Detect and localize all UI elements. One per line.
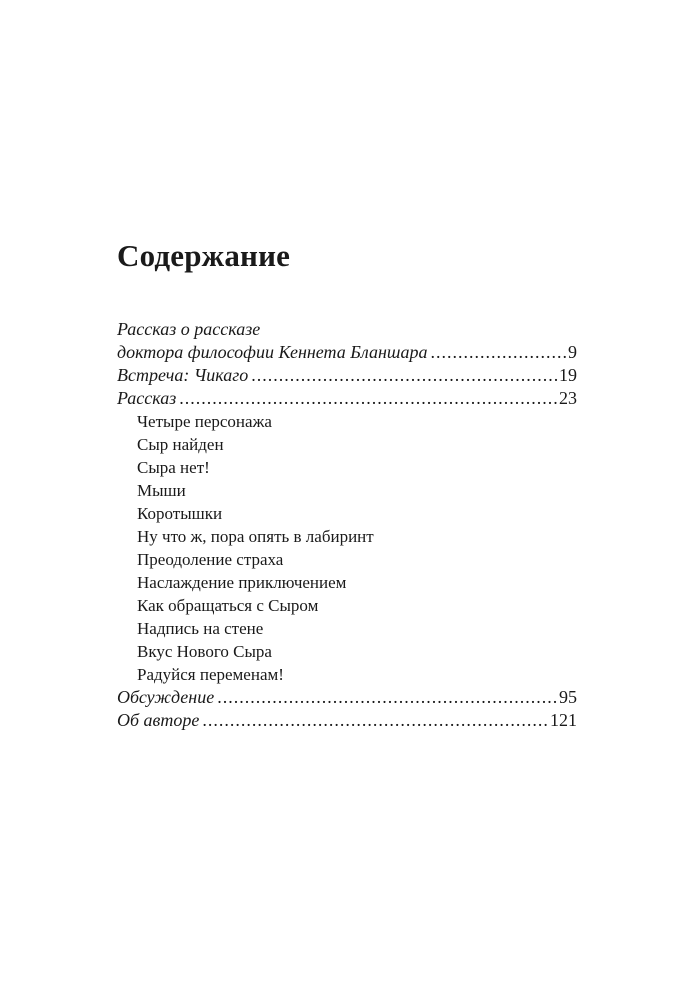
page-title: Содержание <box>117 238 291 273</box>
toc-page-number: 23 <box>559 388 577 408</box>
toc-entry-label: Об авторе <box>117 710 200 730</box>
toc-subentry: Радуйся переменам! <box>137 665 284 684</box>
toc-page-number: 9 <box>568 342 577 362</box>
toc-entry-intro <box>117 341 577 364</box>
toc-entry-label: Рассказ <box>117 388 177 408</box>
toc-subentry: Сыра нет! <box>137 458 210 477</box>
toc-page-number: 95 <box>559 687 577 707</box>
toc-subentry: Мыши <box>137 481 186 500</box>
toc-entry-label: Рассказ о рассказе <box>117 319 261 339</box>
toc-page-number: 19 <box>559 365 577 385</box>
toc-subentry: Четыре персонажа <box>137 412 272 431</box>
dot-leader <box>430 341 567 364</box>
toc-page-number: 121 <box>550 710 577 730</box>
toc-subentry: Коротышки <box>137 504 223 523</box>
toc-entry-label: Встреча: Чикаго <box>117 365 249 385</box>
toc-subentry: Как обращаться с Сыром <box>137 596 319 615</box>
toc-entry-story <box>117 387 577 410</box>
toc-subentry: Ну что ж, пора опять в лабиринт <box>137 527 374 546</box>
toc-entry-meeting <box>117 364 577 387</box>
toc-subentry: Преодоление страха <box>137 550 284 569</box>
toc-subentry: Вкус Нового Сыра <box>137 642 272 661</box>
dot-leader <box>202 709 549 732</box>
toc-entry-discussion <box>117 686 577 709</box>
toc-entry-author <box>117 709 577 732</box>
toc-subentry: Сыр найден <box>137 435 224 454</box>
toc-subentry: Надпись на стене <box>137 619 264 638</box>
toc-entry-label: Обсуждение <box>117 687 215 707</box>
table-of-contents <box>117 318 577 732</box>
toc-entry-intro-line1 <box>117 318 577 341</box>
dot-leader <box>251 364 558 387</box>
dot-leader <box>179 387 558 410</box>
dot-leader <box>217 686 558 709</box>
toc-subentry: Наслаждение приключением <box>137 573 347 592</box>
toc-entry-label: доктора философии Кеннета Бланшара <box>117 342 428 362</box>
